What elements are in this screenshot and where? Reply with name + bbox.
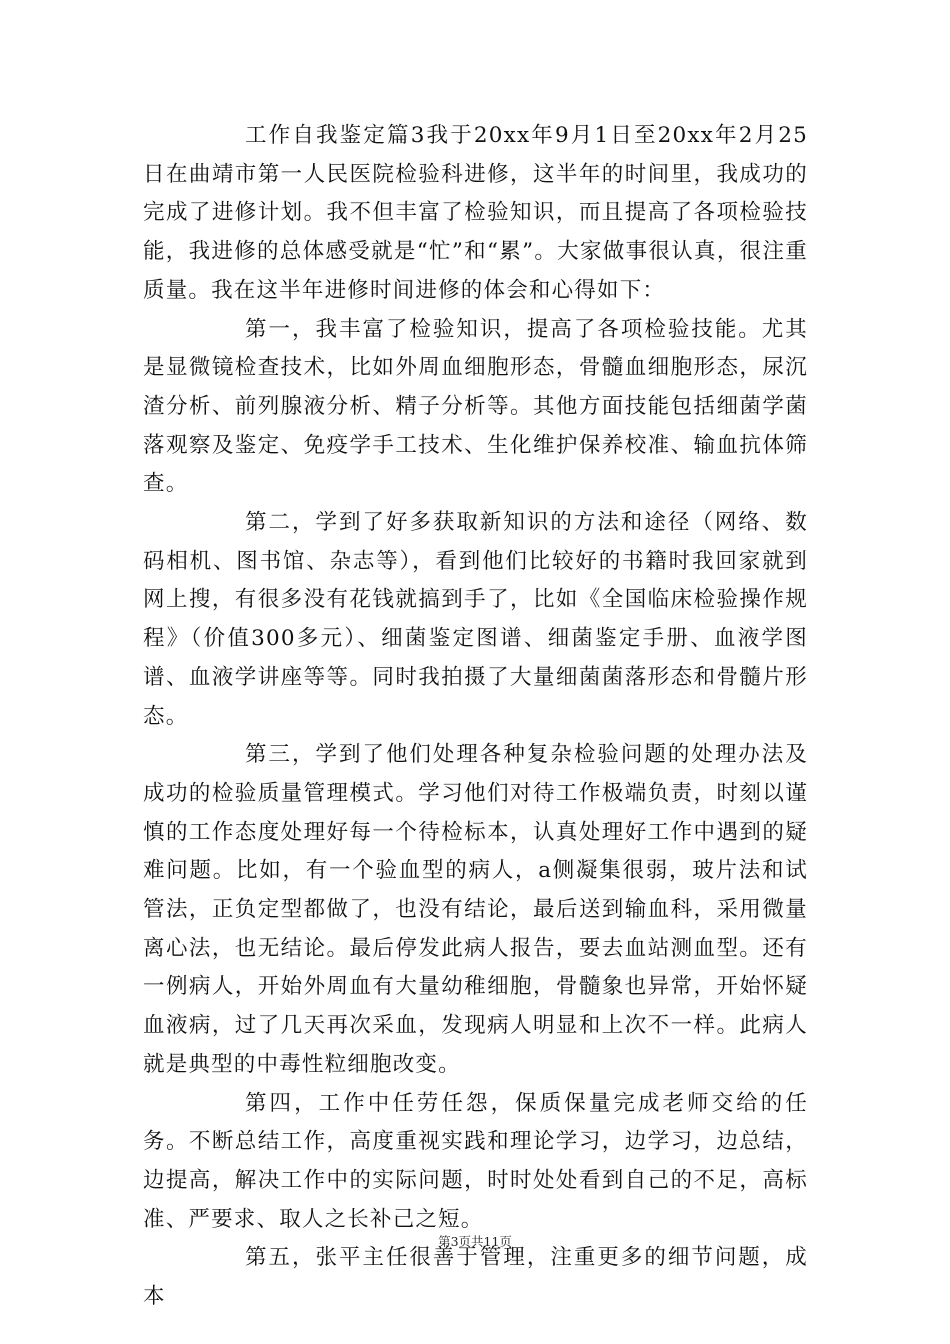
paragraph-third: 第三，学到了他们处理各种复杂检验问题的处理办法及成功的检验质量管理模式。学习他们对待工作极端负责，时刻以谨慎的工作态度处理好每一个待检标本，认真处理好工作中遇到的疑难问题。比如，有一个验血型的病人，a侧凝集很弱，玻片法和试管法，正负定型都做了，也没有结论，最后送到输血科，采用微量离心法，也无结论。最后停发此病人报告，要去血站测血型。还有一例病人，开始外周血有大量幼稚细胞，骨髓象也异常，开始怀疑血液病，过了几天再次采血，发现病人明显和上次不一样。此病人就是典型的中毒性粒细胞改变。 bbox=[143, 742, 808, 1077]
paragraph-fourth: 第四，工作中任劳任怨，保质保量完成老师交给的任务。不断总结工作，高度重视实践和理论学习，边学习，边总结，边提高，解决工作中的实际问题，时时处处看到自己的不足，高标准、严要求、取人之长补己之短。 bbox=[143, 1090, 808, 1232]
paragraph-fifth: 第五，张平主任很善于管理，注重更多的细节问题，成本 bbox=[143, 1245, 808, 1310]
page-footer bbox=[0, 1232, 950, 1250]
document-body bbox=[143, 117, 808, 1317]
paragraph-intro: 工作自我鉴定篇3我于20xx年9月1日至20xx年2月25日在曲靖市第一人民医院检验科进修，这半年的时间里，我成功的完成了进修计划。我不但丰富了检验知识，而且提高了各项检验技能，我进修的总体感受就是“忙”和“累”。大家做事很认真，很注重质量。我在这半年进修时间进修的体会和心得如下： bbox=[143, 123, 808, 303]
paragraph-second: 第二，学到了好多获取新知识的方法和途径（网络、数码相机、图书馆、杂志等），看到他们比较好的书籍时我回家就到网上搜，有很多没有花钱就搞到手了，比如《全国临床检验操作规程》（价值300多元）、细菌鉴定图谱、细菌鉴定手册、血液学图谱、血液学讲座等等。同时我拍摄了大量细菌菌落形态和骨髓片形态。 bbox=[143, 510, 808, 729]
page-number: 第3页共11页 bbox=[438, 1234, 512, 1249]
paragraph-first: 第一，我丰富了检验知识，提高了各项检验技能。尤其是显微镜检查技术，比如外周血细胞形态，骨髓血细胞形态，尿沉渣分析、前列腺液分析、精子分析等。其他方面技能包括细菌学菌落观察及鉴定、免疫学手工技术、生化维护保养校准、输血抗体筛查。 bbox=[143, 316, 808, 497]
